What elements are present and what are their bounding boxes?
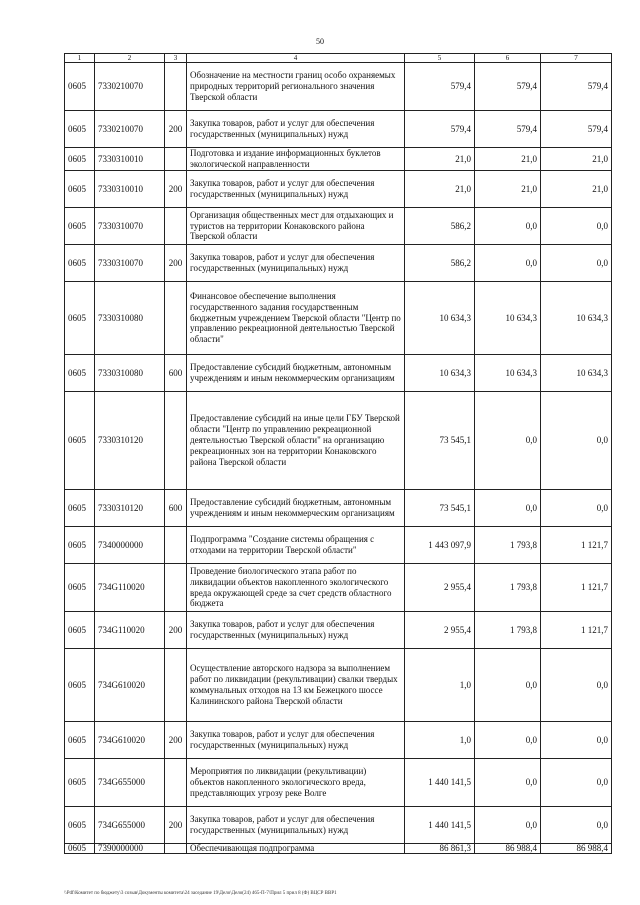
cell-amount-1: 1 440 141,5 — [405, 807, 475, 844]
cell-name: Организация общественных мест для отдыхающих и туристов на территории Конаковского района Тверской области — [187, 208, 405, 245]
table-row — [65, 612, 612, 649]
cell-target-code: 734G610020 — [95, 649, 165, 722]
cell-expense-type: 200 — [165, 245, 187, 282]
cell-name: Мероприятия по ликвидации (рекультивации) объектов накопленного экологического вреда, представляющих угрозу реке Волге — [187, 759, 405, 807]
cell-amount-3: 0,0 — [541, 649, 612, 722]
table-row — [65, 208, 612, 245]
cell-name: Осуществление авторского надзора за выполнением работ по ликвидации (рекультивации) свалки твердых коммунальных отходов на 13 км Бежецкого шоссе Калининского района Тверской области — [187, 649, 405, 722]
cell-amount-2: 579,4 — [475, 111, 541, 148]
cell-target-code: 7330310080 — [95, 355, 165, 392]
cell-section: 0605 — [65, 282, 95, 355]
col-header: 5 — [405, 54, 475, 63]
cell-target-code: 7330310070 — [95, 208, 165, 245]
cell-amount-3: 86 988,4 — [541, 844, 612, 854]
cell-expense-type: 200 — [165, 722, 187, 759]
cell-amount-1: 73 545,1 — [405, 490, 475, 527]
cell-amount-3: 10 634,3 — [541, 355, 612, 392]
table-row — [65, 171, 612, 208]
cell-section: 0605 — [65, 355, 95, 392]
cell-target-code: 7330210070 — [95, 111, 165, 148]
cell-amount-2: 10 634,3 — [475, 355, 541, 392]
cell-target-code: 7330310120 — [95, 392, 165, 490]
cell-amount-3: 21,0 — [541, 148, 612, 171]
cell-expense-type — [165, 527, 187, 564]
cell-section: 0605 — [65, 245, 95, 282]
cell-name: Предоставление субсидий бюджетным, автономным учреждениям и иным некоммерческим организациям — [187, 490, 405, 527]
cell-expense-type — [165, 208, 187, 245]
col-header: 3 — [165, 54, 187, 63]
cell-expense-type: 600 — [165, 355, 187, 392]
cell-name: Обозначение на местности границ особо охраняемых природных территорий регионального значения Тверской области — [187, 63, 405, 111]
cell-amount-3: 10 634,3 — [541, 282, 612, 355]
cell-name: Предоставление субсидий на иные цели ГБУ Тверской области "Центр по управлению рекреационной деятельностью Тверской области" на организацию рекреационных зон на территории Конаковского района Тверской области — [187, 392, 405, 490]
cell-name: Закупка товаров, работ и услуг для обеспечения государственных (муниципальных) нужд — [187, 807, 405, 844]
cell-section: 0605 — [65, 392, 95, 490]
cell-target-code: 7330310010 — [95, 148, 165, 171]
page-number: 50 — [316, 37, 324, 46]
cell-target-code: 7330310010 — [95, 171, 165, 208]
cell-amount-1: 2 955,4 — [405, 564, 475, 612]
table-row — [65, 392, 612, 490]
table-row — [65, 722, 612, 759]
cell-section: 0605 — [65, 171, 95, 208]
cell-target-code: 7330310080 — [95, 282, 165, 355]
col-header: 7 — [541, 54, 612, 63]
cell-amount-2: 0,0 — [475, 759, 541, 807]
cell-amount-2: 0,0 — [475, 807, 541, 844]
cell-expense-type — [165, 148, 187, 171]
col-header: 4 — [187, 54, 405, 63]
cell-amount-3: 579,4 — [541, 63, 612, 111]
cell-amount-3: 1 121,7 — [541, 564, 612, 612]
cell-amount-3: 0,0 — [541, 208, 612, 245]
cell-target-code: 7340000000 — [95, 527, 165, 564]
cell-amount-3: 0,0 — [541, 245, 612, 282]
cell-section: 0605 — [65, 490, 95, 527]
table-row — [65, 111, 612, 148]
cell-amount-3: 0,0 — [541, 392, 612, 490]
cell-target-code: 7330310120 — [95, 490, 165, 527]
cell-amount-1: 21,0 — [405, 171, 475, 208]
cell-amount-1: 10 634,3 — [405, 355, 475, 392]
cell-expense-type — [165, 282, 187, 355]
cell-section: 0605 — [65, 63, 95, 111]
cell-amount-2: 0,0 — [475, 208, 541, 245]
cell-amount-1: 2 955,4 — [405, 612, 475, 649]
cell-target-code: 7390000000 — [95, 844, 165, 854]
cell-name: Закупка товаров, работ и услуг для обеспечения государственных (муниципальных) нужд — [187, 722, 405, 759]
cell-expense-type: 200 — [165, 807, 187, 844]
cell-name: Закупка товаров, работ и услуг для обеспечения государственных (муниципальных) нужд — [187, 245, 405, 282]
table-row — [65, 527, 612, 564]
cell-section: 0605 — [65, 148, 95, 171]
cell-section: 0605 — [65, 564, 95, 612]
cell-target-code: 7330310070 — [95, 245, 165, 282]
cell-name: Подготовка и издание информационных буклетов экологической направленности — [187, 148, 405, 171]
cell-amount-3: 0,0 — [541, 759, 612, 807]
cell-amount-2: 86 988,4 — [475, 844, 541, 854]
cell-name: Закупка товаров, работ и услуг для обеспечения государственных (муниципальных) нужд — [187, 612, 405, 649]
cell-name: Проведение биологического этапа работ по ликвидации объектов накопленного экологического вреда окружающей среде за счет средств областного бюджета — [187, 564, 405, 612]
cell-section: 0605 — [65, 649, 95, 722]
cell-amount-2: 0,0 — [475, 245, 541, 282]
cell-amount-2: 1 793,8 — [475, 564, 541, 612]
table-row — [65, 282, 612, 355]
cell-target-code: 734G655000 — [95, 807, 165, 844]
cell-amount-1: 579,4 — [405, 63, 475, 111]
cell-amount-2: 1 793,8 — [475, 612, 541, 649]
cell-expense-type: 200 — [165, 612, 187, 649]
cell-section: 0605 — [65, 612, 95, 649]
cell-expense-type — [165, 649, 187, 722]
table-row — [65, 245, 612, 282]
cell-section: 0605 — [65, 844, 95, 854]
cell-name: Подпрограмма "Создание системы обращения с отходами на территории Тверской области" — [187, 527, 405, 564]
cell-amount-1: 1 440 141,5 — [405, 759, 475, 807]
cell-section: 0605 — [65, 111, 95, 148]
cell-name: Закупка товаров, работ и услуг для обеспечения государственных (муниципальных) нужд — [187, 171, 405, 208]
cell-amount-1: 579,4 — [405, 111, 475, 148]
cell-amount-1: 73 545,1 — [405, 392, 475, 490]
cell-amount-1: 586,2 — [405, 208, 475, 245]
cell-name: Закупка товаров, работ и услуг для обеспечения государственных (муниципальных) нужд — [187, 111, 405, 148]
cell-amount-1: 1,0 — [405, 649, 475, 722]
cell-amount-2: 579,4 — [475, 63, 541, 111]
cell-amount-3: 1 121,7 — [541, 527, 612, 564]
cell-target-code: 734G610020 — [95, 722, 165, 759]
cell-expense-type — [165, 844, 187, 854]
cell-amount-2: 0,0 — [475, 392, 541, 490]
cell-expense-type: 200 — [165, 111, 187, 148]
table-header-row — [65, 54, 612, 63]
cell-amount-3: 21,0 — [541, 171, 612, 208]
table-row — [65, 807, 612, 844]
table-row — [65, 759, 612, 807]
cell-expense-type — [165, 392, 187, 490]
cell-section: 0605 — [65, 208, 95, 245]
cell-target-code: 7330210070 — [95, 63, 165, 111]
col-header: 2 — [95, 54, 165, 63]
cell-amount-2: 0,0 — [475, 649, 541, 722]
file-path-footer: \\Pdf\Комитет по бюджету\3 созыв\Документы комитета\24 заседание 19\Дело\Дело(24) 465-П-7\Прил 5 прил 8 (Ф) ВЦСР ВВР1 — [64, 891, 337, 896]
cell-name: Финансовое обеспечение выполнения государственного задания государственным бюджетным учреждением Тверской области "Центр по управлению рекреационной деятельностью Тверской области" — [187, 282, 405, 355]
cell-section: 0605 — [65, 807, 95, 844]
cell-target-code: 734G655000 — [95, 759, 165, 807]
cell-target-code: 734G110020 — [95, 612, 165, 649]
table-row — [65, 844, 612, 854]
cell-expense-type: 200 — [165, 171, 187, 208]
cell-expense-type — [165, 564, 187, 612]
cell-amount-2: 21,0 — [475, 148, 541, 171]
cell-amount-1: 586,2 — [405, 245, 475, 282]
cell-expense-type: 600 — [165, 490, 187, 527]
cell-section: 0605 — [65, 759, 95, 807]
cell-amount-3: 1 121,7 — [541, 612, 612, 649]
cell-expense-type — [165, 759, 187, 807]
table-row — [65, 649, 612, 722]
cell-amount-1: 1,0 — [405, 722, 475, 759]
cell-name: Предоставление субсидий бюджетным, автономным учреждениям и иным некоммерческим организациям — [187, 355, 405, 392]
cell-name: Обеспечивающая подпрограмма — [187, 844, 405, 854]
cell-expense-type — [165, 63, 187, 111]
cell-amount-3: 579,4 — [541, 111, 612, 148]
cell-amount-2: 21,0 — [475, 171, 541, 208]
cell-amount-3: 0,0 — [541, 807, 612, 844]
cell-amount-2: 0,0 — [475, 722, 541, 759]
table-row — [65, 355, 612, 392]
cell-section: 0605 — [65, 527, 95, 564]
table-row — [65, 148, 612, 171]
cell-amount-2: 0,0 — [475, 490, 541, 527]
col-header: 6 — [475, 54, 541, 63]
table-row — [65, 63, 612, 111]
table-row — [65, 564, 612, 612]
cell-amount-1: 10 634,3 — [405, 282, 475, 355]
cell-amount-3: 0,0 — [541, 722, 612, 759]
cell-target-code: 734G110020 — [95, 564, 165, 612]
cell-amount-2: 10 634,3 — [475, 282, 541, 355]
cell-amount-2: 1 793,8 — [475, 527, 541, 564]
col-header: 1 — [65, 54, 95, 63]
table-row — [65, 490, 612, 527]
budget-table — [64, 53, 612, 854]
cell-amount-1: 21,0 — [405, 148, 475, 171]
cell-amount-3: 0,0 — [541, 490, 612, 527]
cell-section: 0605 — [65, 722, 95, 759]
cell-amount-1: 86 861,3 — [405, 844, 475, 854]
cell-amount-1: 1 443 097,9 — [405, 527, 475, 564]
